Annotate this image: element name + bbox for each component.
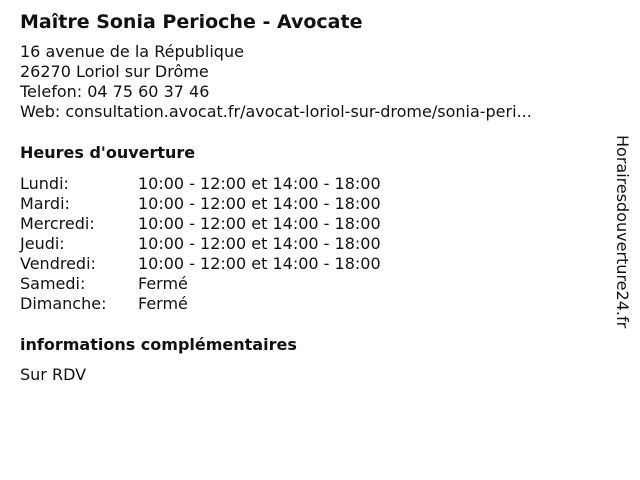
day-label: Mardi: <box>20 194 70 213</box>
hours-row-thursday <box>20 234 600 254</box>
business-title: Maître Sonia Perioche - Avocate <box>20 11 363 33</box>
additional-info-text: Sur RDV <box>20 365 87 384</box>
phone-line <box>20 82 600 102</box>
hours-value: 10:00 - 12:00 et 14:00 - 18:00 <box>138 194 381 213</box>
business-card <box>20 10 600 385</box>
hours-row-wednesday <box>20 214 600 234</box>
day-label: Dimanche: <box>20 294 107 313</box>
web-line <box>20 102 600 122</box>
hours-value: 10:00 - 12:00 et 14:00 - 18:00 <box>138 234 381 253</box>
day-label: Samedi: <box>20 274 86 293</box>
hours-value: 10:00 - 12:00 et 14:00 - 18:00 <box>138 254 381 273</box>
phone-number[interactable]: 04 75 60 37 46 <box>87 82 210 101</box>
hours-value: 10:00 - 12:00 et 14:00 - 18:00 <box>138 174 381 193</box>
day-label: Vendredi: <box>20 254 96 273</box>
hours-value: 10:00 - 12:00 et 14:00 - 18:00 <box>138 214 381 233</box>
hours-row-tuesday <box>20 194 600 214</box>
hours-value: Fermé <box>138 274 188 293</box>
day-label: Jeudi: <box>20 234 65 253</box>
opening-hours-heading: Heures d'ouverture <box>20 143 196 162</box>
phone-label: Telefon: <box>20 82 83 101</box>
hours-row-friday <box>20 254 600 274</box>
site-watermark: Horairesdouverture24.fr <box>613 135 632 329</box>
hours-value: Fermé <box>138 294 188 313</box>
address-line-1: 16 avenue de la République <box>20 42 244 61</box>
hours-row-monday <box>20 174 600 194</box>
web-label: Web: <box>20 102 61 121</box>
opening-hours-table <box>20 174 600 314</box>
hours-row-sunday <box>20 294 600 314</box>
hours-row-saturday <box>20 274 600 294</box>
website-link[interactable]: consultation.avocat.fr/avocat-loriol-sur-drome/sonia-peri... <box>65 102 532 121</box>
additional-info-heading: informations complémentaires <box>20 335 297 354</box>
day-label: Mercredi: <box>20 214 95 233</box>
day-label: Lundi: <box>20 174 69 193</box>
address-line-2: 26270 Loriol sur Drôme <box>20 62 209 81</box>
